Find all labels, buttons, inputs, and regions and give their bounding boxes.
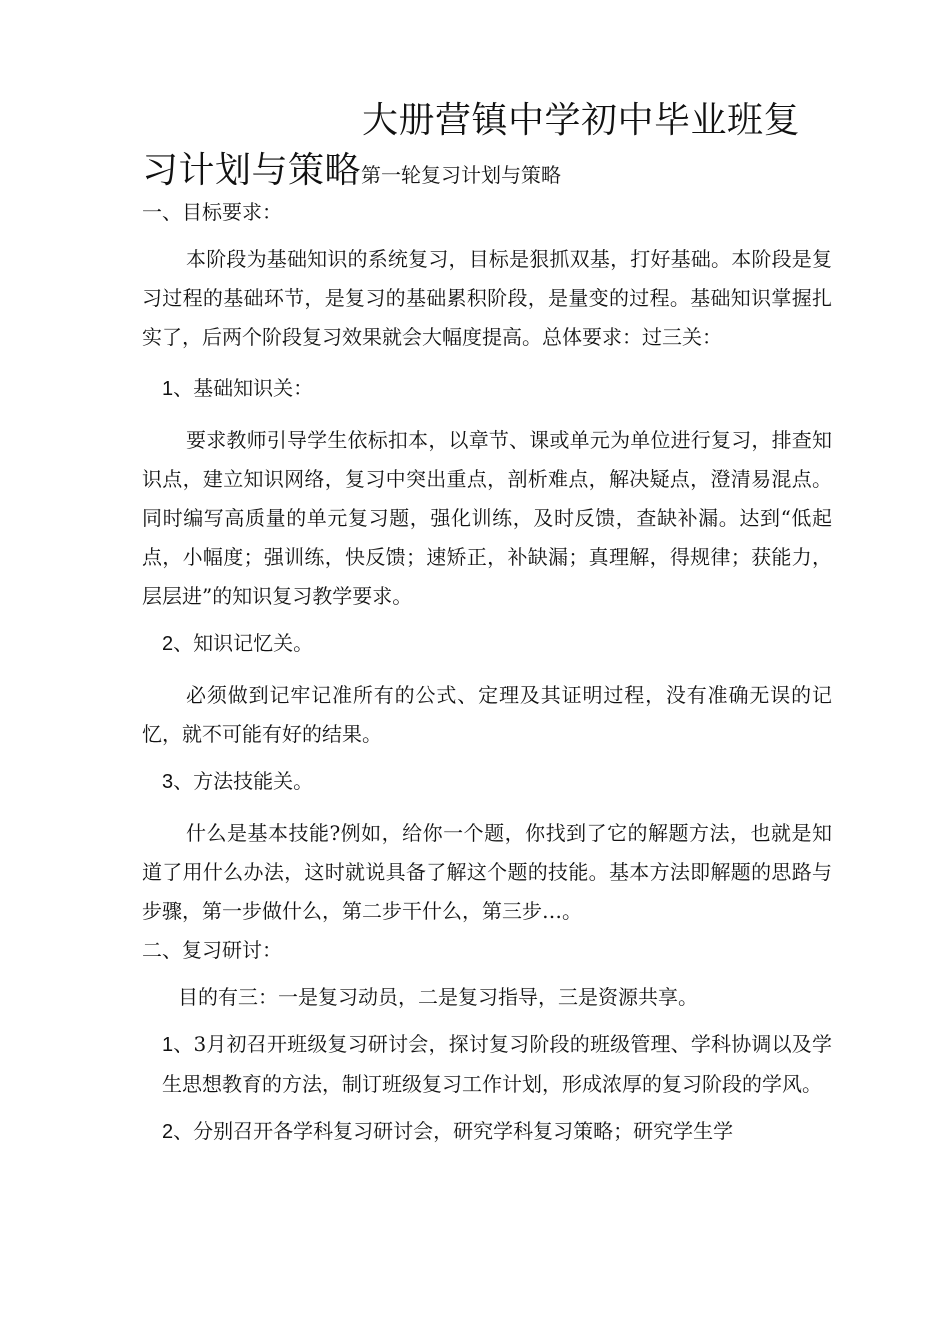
section-2-item-1 [142, 1025, 832, 1104]
section-2-item-2-text: 、分别召开各学科复习研讨会，研究学科复习策略；研究学生学 [173, 1119, 734, 1143]
item-1-heading [142, 369, 832, 409]
section-2-intro: 目的有三：一是复习动员，二是复习指导，三是资源共享。 [178, 985, 698, 1009]
item-1-title: 、基础知识关： [173, 376, 314, 400]
item-1-body: 要求教师引导学生依标扣本，以章节、课或单元为单位进行复习，排查知识点，建立知识网络，复习中突出重点，剖析难点，解决疑点，澄清易混点。同时编写高质量的单元复习题，强化训练，及时反馈，查缺补漏。达到“低起点，小幅度；强训练，快反馈；速矫正，补缺漏；真理解，得规律；获能力，层层进”的知识复习教学要求。 [142, 428, 832, 608]
section-2-heading: 二、复习研讨： [142, 938, 282, 962]
section-2-item-1-text: 、3月初召开班级复习研讨会，探讨复习阶段的班级管理、学科协调以及学生思想教育的方法，制订班级复习工作计划，形成浓厚的复习阶段的学风。 [162, 1032, 832, 1096]
document-subtitle: 第一轮复习计划与策略 [361, 163, 562, 187]
section-2-item-2-number: 2 [162, 1121, 174, 1143]
section-1-heading: 一、目标要求： [142, 200, 282, 224]
item-2-title: 、知识记忆关。 [173, 631, 314, 655]
section-1-intro: 本阶段为基础知识的系统复习，目标是狠抓双基，打好基础。本阶段是复习过程的基础环节，是复习的基础累积阶段，是量变的过程。基础知识掌握扎实了，后两个阶段复习效果就会大幅度提高。总体要求：过三关： [142, 247, 832, 349]
document-title-continuation: 习计划与策略 [142, 150, 362, 191]
document-body [142, 193, 832, 1152]
item-1-number: 1 [162, 378, 174, 400]
section-2-item-2 [142, 1112, 832, 1152]
item-3-body: 什么是基本技能?例如，给你一个题，你找到了它的解题方法，也就是知道了用什么办法，这时就说具备了解这个题的技能。基本方法即解题的思路与步骤，第一步做什么，第二步干什么，第三步…。 [142, 821, 832, 923]
item-2-number: 2 [162, 633, 174, 655]
item-3-title: 、方法技能关。 [173, 769, 314, 793]
item-2-heading [142, 624, 832, 664]
document-title-line1: 大册营镇中学初中毕业班复 [362, 100, 801, 141]
document-title-line2 [142, 142, 561, 193]
item-2-body: 必须做到记牢记准所有的公式、定理及其证明过程，没有准确无误的记忆，就不可能有好的结果。 [142, 683, 832, 746]
section-2-item-1-number: 1 [162, 1034, 174, 1056]
item-3-number: 3 [162, 771, 174, 793]
item-3-heading [142, 762, 832, 802]
